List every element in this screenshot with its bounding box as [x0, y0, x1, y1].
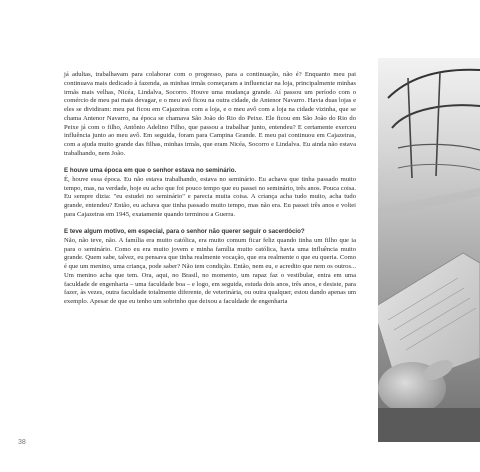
interview-text — [64, 71, 356, 307]
interview-question: E teve algum motivo, em especial, para o senhor não querer seguir o sacerdócio? — [64, 228, 305, 236]
body-paragraph: É, houve essa época. Eu não estava trabalhando, estava no seminário. Eu achava que tinha passado muito tempo, mas, na verdade, hoje eu acho que foi pouco tempo que eu passei no seminário, três anos. Pouca coisa. Eu sempre dizia: "eu estudei no seminário" e parecia muita coisa. A criança acha tudo muito, acha tudo grande, entendeu? Então, eu achava que tinha passado muito tempo, mas não era. Eu passei três anos e voltei para Cajazeiras em 1945, exatamente quando terminou a Guerra. — [64, 175, 356, 218]
page-number: 38 — [18, 439, 26, 446]
photo-chair-and-laptop — [378, 58, 480, 442]
body-paragraph: já adultas, trabalhavam para colaborar com o progresso, para a continuação, não é? Enquanto meu pai continuava mais dedicado à fazenda, as minhas irmãs começaram a influenciar na loja, principalmente minhas irmãs mais velhas, Nicéa, Lindalva, Socorro. Houve uma mudança grande. Aí passou um período com o comércio de meu pai mais devagar, e o meu avô ficou na outra cidade, de Antenor Navarro. Havia duas lojas e eles se dividiram: meu pai ficou em Cajazeiras com a loja, e o meu avô com a loja na cidade vizinha, que se chama Antenor Navarro, na época se chamava São João do Rio do Peixe. Ele ficou em São João do Rio do Peixe já com o filho, Antônio Adelino Filho, que passou a trabalhar junto, entendeu? E certamente exerceu influência junto ao meu avô. Em seguida, foram para Campina Grande. E meu pai continuou em Cajazeiras, com a ajuda muito grande das filhas, minhas irmãs, que eram Nicéa, Socorro e Lindalva. Eu ainda não estava trabalhando, nem João. — [64, 71, 356, 157]
body-paragraph: Não, não teve, não. A família era muito católica, era muito comum ficar feliz quando tinha um filho que ia para o seminário. Como eu era muito jovem e minha família muito católica, havia uma influência muito grande. Quem sabe, talvez, eu pensava que tinha realmente vocação, que era realmente o que eu queria. Como é que um menino, uma criança, pode saber? Não tem condição. Então, nem eu, e acredito que nem os outros... Um menino acha que tem. Ora, aqui, no Brasil, no momento, um rapaz faz o vestibular, entra em uma faculdade de engenharia – uma faculdade boa – e logo, em seguida, estuda dois anos, três anos, e desiste, para fazer, às vezes, outra faculdade totalmente diferente, de veterinária, ou outra qualquer, estou dando apenas um exemplo. Apesar de que eu tenho um sobrinho que deixou a faculdade de engenharia — [64, 236, 356, 306]
interview-question: E houve uma época em que o senhor estava no seminário. — [64, 167, 237, 175]
